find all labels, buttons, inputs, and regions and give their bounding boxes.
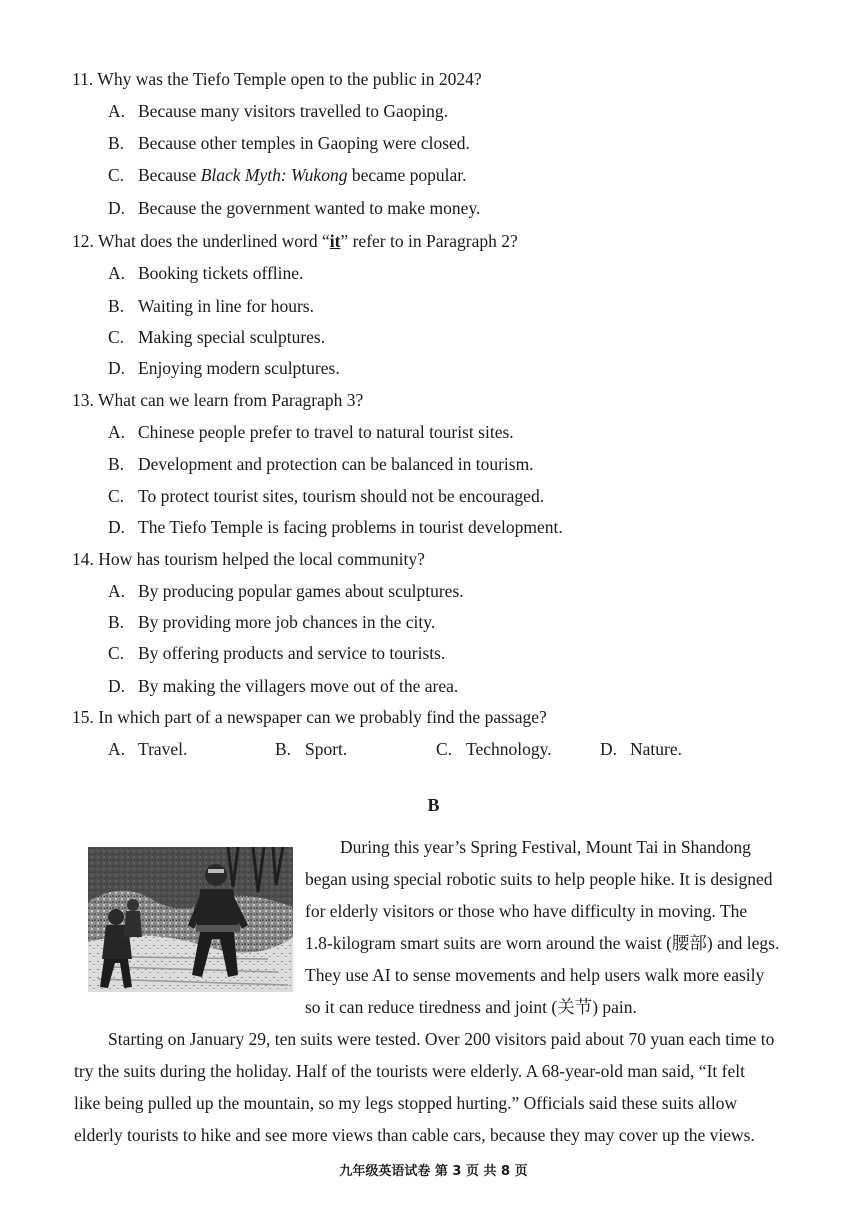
q14-option-c: C. By offering products and service to tourists. xyxy=(108,643,446,663)
question-number: 12. xyxy=(72,231,94,251)
q12-option-a: A. Booking tickets offline. xyxy=(108,263,304,283)
question-text: Why was the Tiefo Temple open to the public in 2024? xyxy=(97,69,482,89)
paragraph-line: 1.8-kilogram smart suits are worn around the waist (腰部) and legs. xyxy=(305,933,780,953)
paragraph-line: They use AI to sense movements and help users walk more easily xyxy=(305,965,765,985)
q14-option-a: A. By producing popular games about sculptures. xyxy=(108,581,464,601)
q11-option-d: D. Because the government wanted to make money. xyxy=(108,198,481,218)
question-number: 11. xyxy=(72,69,94,89)
section-label: B xyxy=(427,795,440,815)
paragraph-line: elderly tourists to hike and see more views than cable cars, because they may cover up the views. xyxy=(74,1125,755,1145)
page-footer: 九年级英语试卷 第 3 页 共 8 页 xyxy=(339,1164,528,1179)
q15-option-d: D. Nature. xyxy=(600,739,682,759)
q13-option-a: A. Chinese people prefer to travel to natural tourist sites. xyxy=(108,422,514,442)
q12-option-b: B. Waiting in line for hours. xyxy=(108,296,314,316)
paragraph-line: so it can reduce tiredness and joint (关节) pain. xyxy=(305,997,637,1017)
q15-option-a: A. Travel. xyxy=(108,739,188,759)
question-15-stem: 15. In which part of a newspaper can we probably find the passage? xyxy=(72,707,547,727)
q15-option-b: B. Sport. xyxy=(275,739,348,759)
passage-b-paragraph-1 xyxy=(305,831,793,1023)
question-number: 13. xyxy=(72,390,94,410)
q14-option-b: B. By providing more job chances in the city. xyxy=(108,612,436,632)
q12-option-d: D. Enjoying modern sculptures. xyxy=(108,358,340,378)
hikers-photo xyxy=(88,847,293,992)
q11-option-b: B. Because other temples in Gaoping were closed. xyxy=(108,133,470,153)
q12-option-c: C. Making special sculptures. xyxy=(108,327,326,347)
question-number: 15. xyxy=(72,707,94,727)
underlined-word: it xyxy=(329,231,341,251)
paragraph-line: During this year’s Spring Festival, Mount Tai in Shandong xyxy=(340,837,751,857)
q13-option-b: B. Development and protection can be balanced in tourism. xyxy=(108,454,534,474)
question-14-stem: 14. How has tourism helped the local community? xyxy=(72,549,425,569)
question-13-stem: 13. What can we learn from Paragraph 3? xyxy=(72,390,364,410)
q14-option-d: D. By making the villagers move out of the area. xyxy=(108,676,459,696)
q11-option-c: C. Because Black Myth: Wukong became popular. xyxy=(108,165,467,185)
question-12-stem: 12. What does the underlined word “it” refer to in Paragraph 2? xyxy=(72,231,518,251)
question-number: 14. xyxy=(72,549,94,569)
question-11-stem xyxy=(72,68,482,90)
paragraph-line: like being pulled up the mountain, so my legs stopped hurting.” Officials said these suits allow xyxy=(74,1093,738,1113)
paragraph-line: began using special robotic suits to help people hike. It is designed xyxy=(305,869,773,889)
paragraph-line: Starting on January 29, ten suits were tested. Over 200 visitors paid about 70 yuan each time to xyxy=(108,1029,775,1049)
passage-b-paragraph-2 xyxy=(74,1023,794,1151)
q13-option-d: D. The Tiefo Temple is facing problems in tourist development. xyxy=(108,517,563,537)
q15-option-c: C. Technology. xyxy=(436,739,552,759)
q13-option-c: C. To protect tourist sites, tourism should not be encouraged. xyxy=(108,486,545,506)
q11-option-a: A. Because many visitors travelled to Gaoping. xyxy=(108,101,449,121)
paragraph-line: for elderly visitors or those who have difficulty in moving. The xyxy=(305,901,748,921)
paragraph-line: try the suits during the holiday. Half of the tourists were elderly. A 68-year-old man said, “It felt xyxy=(74,1061,745,1081)
